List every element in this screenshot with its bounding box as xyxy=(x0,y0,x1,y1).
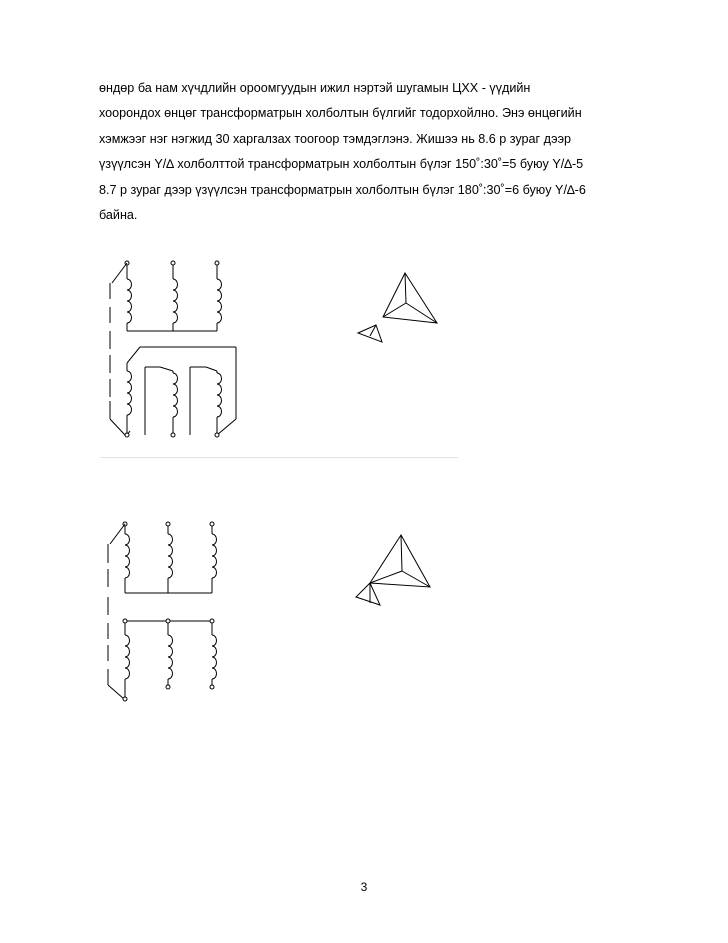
body-paragraph xyxy=(99,76,679,228)
high-voltage-windings xyxy=(125,261,222,331)
phasor-diagram xyxy=(356,535,430,605)
core-dashes xyxy=(108,524,125,699)
paragraph-line: 8.7 р зураг дээр үзүүлсэн трансформатрын холболтын бүлэг 180˚:30˚=6 буюу Y/∆-6 xyxy=(99,182,586,197)
low-voltage-windings xyxy=(123,619,217,701)
paragraph-line: хэмжээг нэг нэгжид 30 харгалзах тоогоор тэмдэглэнэ. Жишээ нь 8.6 р зураг дээр xyxy=(99,131,571,146)
paragraph-line: өндөр ба нам хүчдлийн ороомгуудын ижил нэртэй шугамын ЦХХ - үүдийн xyxy=(99,81,531,95)
high-voltage-windings xyxy=(123,522,217,593)
paragraph-line: хоорондох өнцөг трансформатрын холболтын бүлгийг тодорхойлно. Энэ өнцөгийн xyxy=(99,106,582,121)
paragraph-line: байна. xyxy=(99,207,138,222)
transformer-diagram-y-delta-6 xyxy=(100,511,467,706)
low-voltage-windings xyxy=(125,347,236,437)
phasor-diagram xyxy=(358,273,437,342)
transformer-diagram-y-delta-5 xyxy=(100,251,458,458)
page-number: 3 xyxy=(360,880,368,894)
paragraph-line: үзүүлсэн Y/∆ холболттой трансформатрын холболтын бүлэг 150˚:30˚=5 буюу Y/∆-5 xyxy=(99,157,584,172)
core-dashes xyxy=(110,263,127,435)
